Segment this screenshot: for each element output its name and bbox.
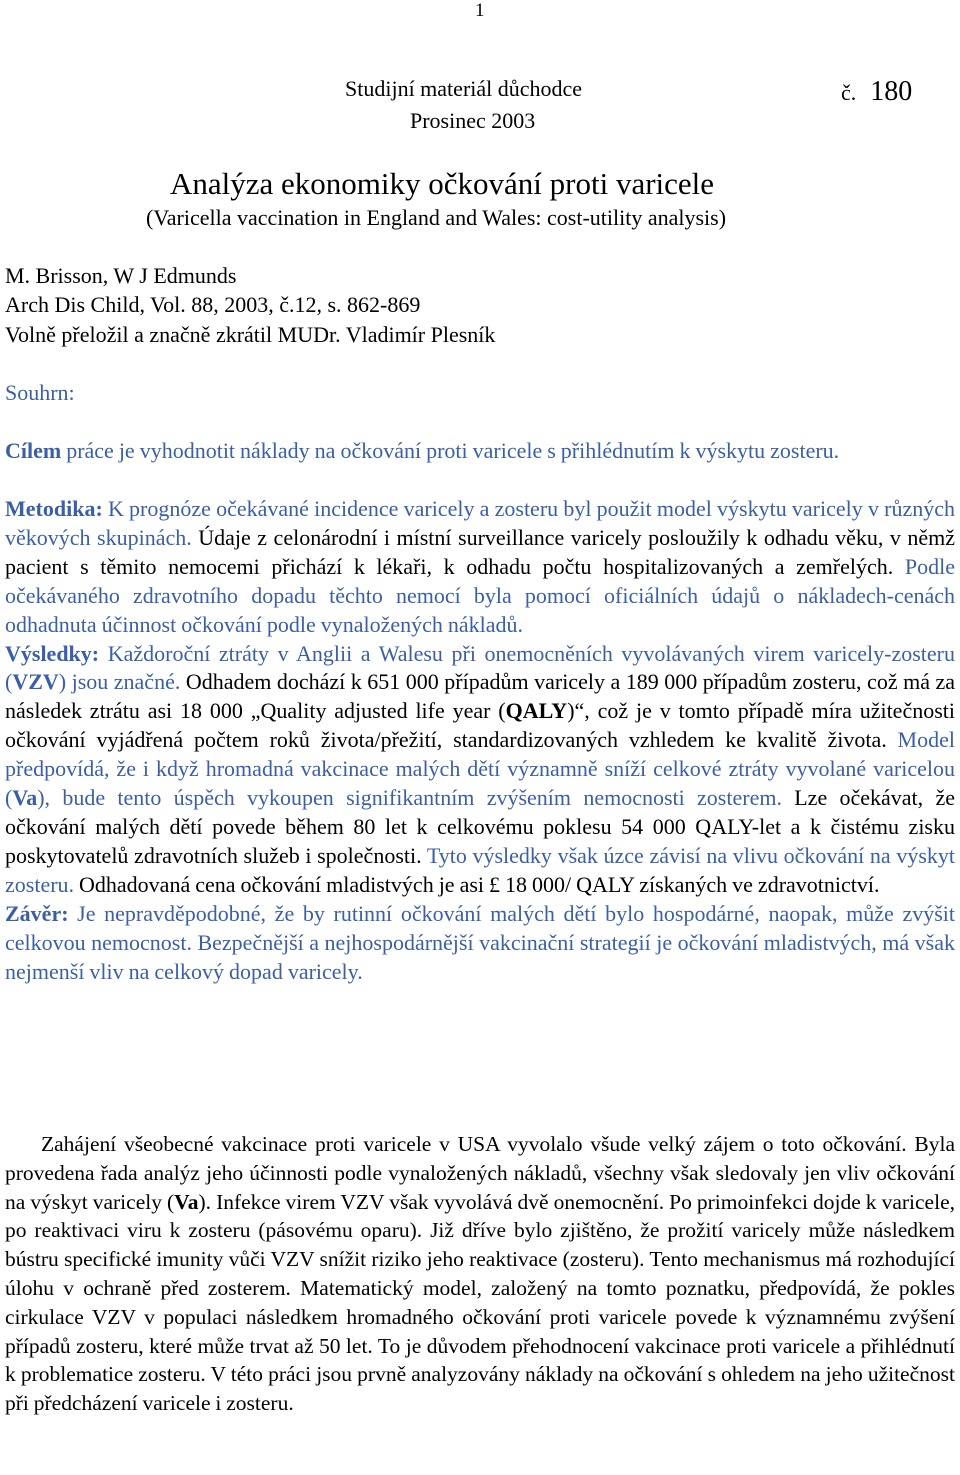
results-text-8: Tyto výsledky však úzce závisí na vlivu očkování na výskyt zosteru. — [5, 842, 955, 897]
citation: Arch Dis Child, Vol. 88, 2003, č.12, s. 862-869 — [5, 292, 421, 317]
results-qaly: QALY — [505, 698, 568, 724]
intro-text-1: Zahájení všeobecné vakcinace proti varicele v USA vyvolalo všude velký zájem o toto očkování. Byla provedena řada analýz jeho účinnosti podle vynaložených nákladů, všechny však sledovaly jen vliv očkování na výskyt varicely ( — [5, 1132, 955, 1214]
aim-text: práce je vyhodnotit náklady na očkování proti varicele s přihlédnutím k výskytu zosteru. — [61, 438, 840, 463]
results-text-9: Odhadovaná cena očkování mladistvých je asi £ 18 000/ QALY získaných ve zdravotnictví. — [74, 871, 880, 897]
methods-text-3: Podle očekávaného zdravotního dopadu těchto nemocí byla pomocí oficiálních údajů o nákladech-cenách odhadnuta účinnost očkování podle vynaložených nákladů. — [5, 553, 955, 637]
translator-note: Volně přeložil a značně zkrátil MUDr. Vladimír Plesník — [5, 322, 496, 347]
summary-heading: Souhrn: — [5, 380, 75, 405]
series-number — [841, 76, 912, 108]
series-label: Studijní materiál důchodce — [345, 76, 583, 101]
introduction-paragraph — [5, 1130, 955, 1418]
issue-date: Prosinec 2003 — [410, 108, 536, 133]
conclusion-text-2: Bezpečnější a nejhospodárnější vakcinační strategií je očkování mladistvých, má však nejmenší vliv na celkový dopad varicely. — [5, 929, 955, 984]
intro-text-2: ). Infekce virem VZV však vyvolává dvě onemocnění. Po primoinfekci dojde k varicele, po reaktivaci viru k zosteru (pásovému oparu). Již dříve bylo zjištěno, že prožití varicely může následkem bústru specifické imunity vůči VZV snížit riziko jeho reaktivace (zosteru). Tento mechanismus má rozhodující úlohu v ochraně před zosterem. Matematický model, založený na tomto poznatku, předpovídá, že pokles cirkulace VZV v populaci následkem hromadného očkování proti varicele povede k významnému zvýšení případů zosteru, které může trvat až 50 let. To je důvodem přehodnocení vakcinace proti varicele a přihlédnutí k problematice zosteru. V této práci jsou prvně analyzovány náklady na očkování s ohledem na jeho užitečnost při předcházení varicele i zosteru. — [5, 1189, 955, 1416]
series-number-value: 180 — [870, 76, 913, 107]
conclusion-label: Závěr: — [5, 900, 69, 926]
intro-va: Va — [174, 1189, 199, 1214]
summary-body — [5, 495, 955, 986]
methods-text-1: K prognóze očekávané incidence varicely a zosteru byl použit model výskytu varicely v různých věkových skupinách. — [5, 496, 955, 550]
document-title: Analýza ekonomiky očkování proti varicele — [170, 166, 715, 201]
conclusion-text-1: Je nepravděpodobné, že by rutinní očkování malých dětí bylo hospodárné, naopak, může zvýšit celkovou nemocnost. — [5, 900, 955, 955]
results-vzv: VZV — [12, 669, 59, 695]
document-subtitle: (Varicella vaccination in England and Wales: cost-utility analysis) — [146, 205, 727, 230]
results-label: Výsledky: — [5, 640, 100, 666]
results-text-6: ), bude tento úspěch vykoupen signifikantním zvýšením nemocnosti zosterem. — [37, 785, 782, 811]
authors: M. Brisson, W J Edmunds — [5, 263, 237, 288]
page-number: 1 — [475, 0, 485, 21]
summary-aim — [5, 437, 955, 466]
results-text-2: ) jsou značné. — [58, 669, 181, 695]
results-text-3a: Odhadem dochází k 651 000 případům varicely a 189 000 případům zosteru, což má za následek ztrátu asi 18 000 „Quality adjusted life year ( — [5, 669, 955, 724]
results-text-1: Každoroční ztráty v Anglii a Walesu při onemocněních vyvolávaných virem varicely-zosteru ( — [5, 640, 955, 695]
results-text-4: )“, což je v tomto případě míra užitečnosti očkování vyjádřená počtem roků života/přežití, standardizovaných vzhledem ke kvalitě života. — [5, 698, 956, 753]
methods-label: Metodika: — [5, 496, 103, 521]
series-number-prefix: č. — [841, 80, 857, 105]
results-va: Va — [12, 785, 38, 811]
methods-text-2: Údaje z celonárodní i místní surveillance varicely posloužily k odhadu věku, v němž pacient s těmito nemocemi přichází k lékaři, k odhadu počtu hospitalizovaných a zemřelých. — [5, 524, 956, 579]
aim-label: Cílem — [5, 438, 62, 463]
results-text-7: Lze očekávat, že očkování malých dětí povede během 80 let k celkovému poklesu 54 000 QALY-let a k čistému zisku poskytovatelů zdravotních služeb i společnosti. — [5, 785, 955, 868]
results-text-5a: Model předpovídá, že i když hromadná vakcinace malých dětí významně sníží celkové ztráty vyvolané varicelou ( — [5, 727, 955, 811]
